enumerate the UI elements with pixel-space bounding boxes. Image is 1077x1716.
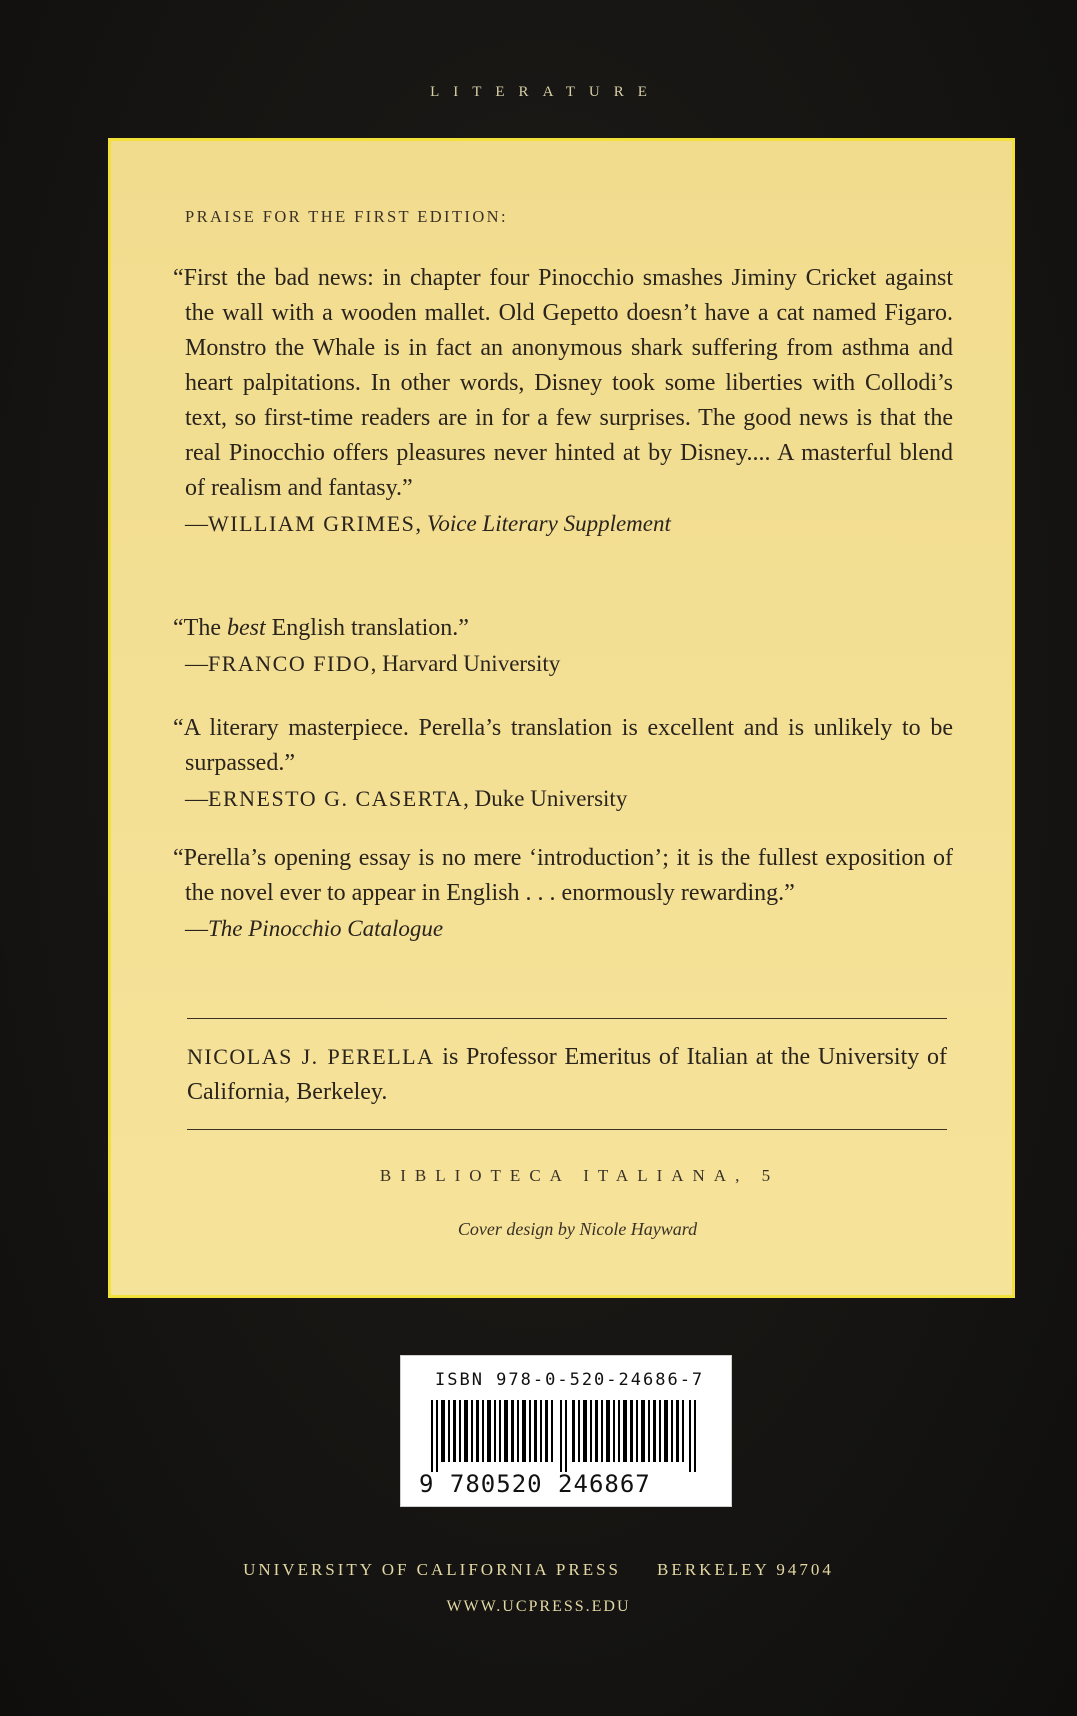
divider-top [187,1018,947,1019]
quote-attribution: —FRANCO FIDO, Harvard University [185,651,561,676]
quote-text: “Perella’s opening essay is no mere ‘introduction’; it is the fullest exposition of the novel ever to appear in English . . . enormously rewarding.” [173,845,953,906]
quote-attribution: —ERNESTO G. CASERTA, Duke University [185,786,628,811]
attribution-source: Harvard University [382,651,561,676]
attribution-name: FRANCO FIDO [208,651,371,676]
praise-heading: PRAISE FOR THE FIRST EDITION: [185,207,508,226]
barcode-icon [431,1400,701,1472]
blurb-panel [108,138,1015,1298]
quote-grimes [163,261,953,541]
attribution-name: ERNESTO G. CASERTA [208,786,464,811]
quote-caserta [163,711,953,816]
isbn-barcode [400,1355,732,1507]
attribution-source: Duke University [474,786,628,811]
quote-fido [163,611,953,681]
quote-text [163,611,953,646]
design-credit: Cover design by Nicole Hayward [457,1219,698,1239]
quote-text-after: English translation.” [265,615,469,641]
author-name: NICOLAS J. PERELLA [187,1044,435,1069]
series-label: BIBLIOTECA ITALIANA, 5 [379,1166,780,1185]
author-bio-text: is Professor Emeritus of Italian at the University of California, Berkeley. [187,1044,948,1105]
attribution-source: Voice Literary Supplement [426,511,671,536]
quote-text-emphasis: best [226,615,266,641]
attribution-dash: — [185,786,208,811]
attribution-source: The Pinocchio Catalogue [208,916,444,941]
publisher-city: BERKELEY 94704 [657,1560,834,1579]
barcode-digits: 9 780520 246867 [419,1470,651,1498]
quote-text: “First the bad news: in chapter four Pinocchio smashes Jiminy Cricket against the wall with a wooden mallet. Old Gepetto doesn’t have a cat named Figaro. Monstro the Whale is in fact an anonymous shark suffering from asthma and heart palpitations. In other words, Disney took some liberties with Collodi’s text, so first-time readers are in for a few surprises. The good news is that the real Pinocchio offers pleasures never hinted at by Disney.... A masterful blend of realism and fantasy.” [173,265,953,501]
publisher-name: UNIVERSITY OF CALIFORNIA PRESS [243,1560,622,1579]
attribution-dash: — [185,511,208,536]
quote-attribution: —WILLIAM GRIMES, Voice Literary Supplement [185,511,671,536]
quote-text-before: “The [173,615,227,641]
quote-attribution [163,911,953,946]
isbn-label: ISBN 978-0-520-24686-7 [435,1370,705,1390]
publisher-line [0,1560,1077,1580]
quote-text: “A literary masterpiece. Perella’s translation is excellent and is unlikely to be surpassed.” [173,715,953,776]
attribution-dash: — [185,916,208,941]
quote-catalogue [163,841,953,946]
author-bio [187,1039,947,1110]
attribution-name: WILLIAM GRIMES [208,511,416,536]
attribution-dash: — [185,651,208,676]
divider-bottom [187,1129,947,1130]
category-label: LITERATURE [430,84,661,100]
publisher-website: WWW.UCPRESS.EDU [446,1598,631,1615]
